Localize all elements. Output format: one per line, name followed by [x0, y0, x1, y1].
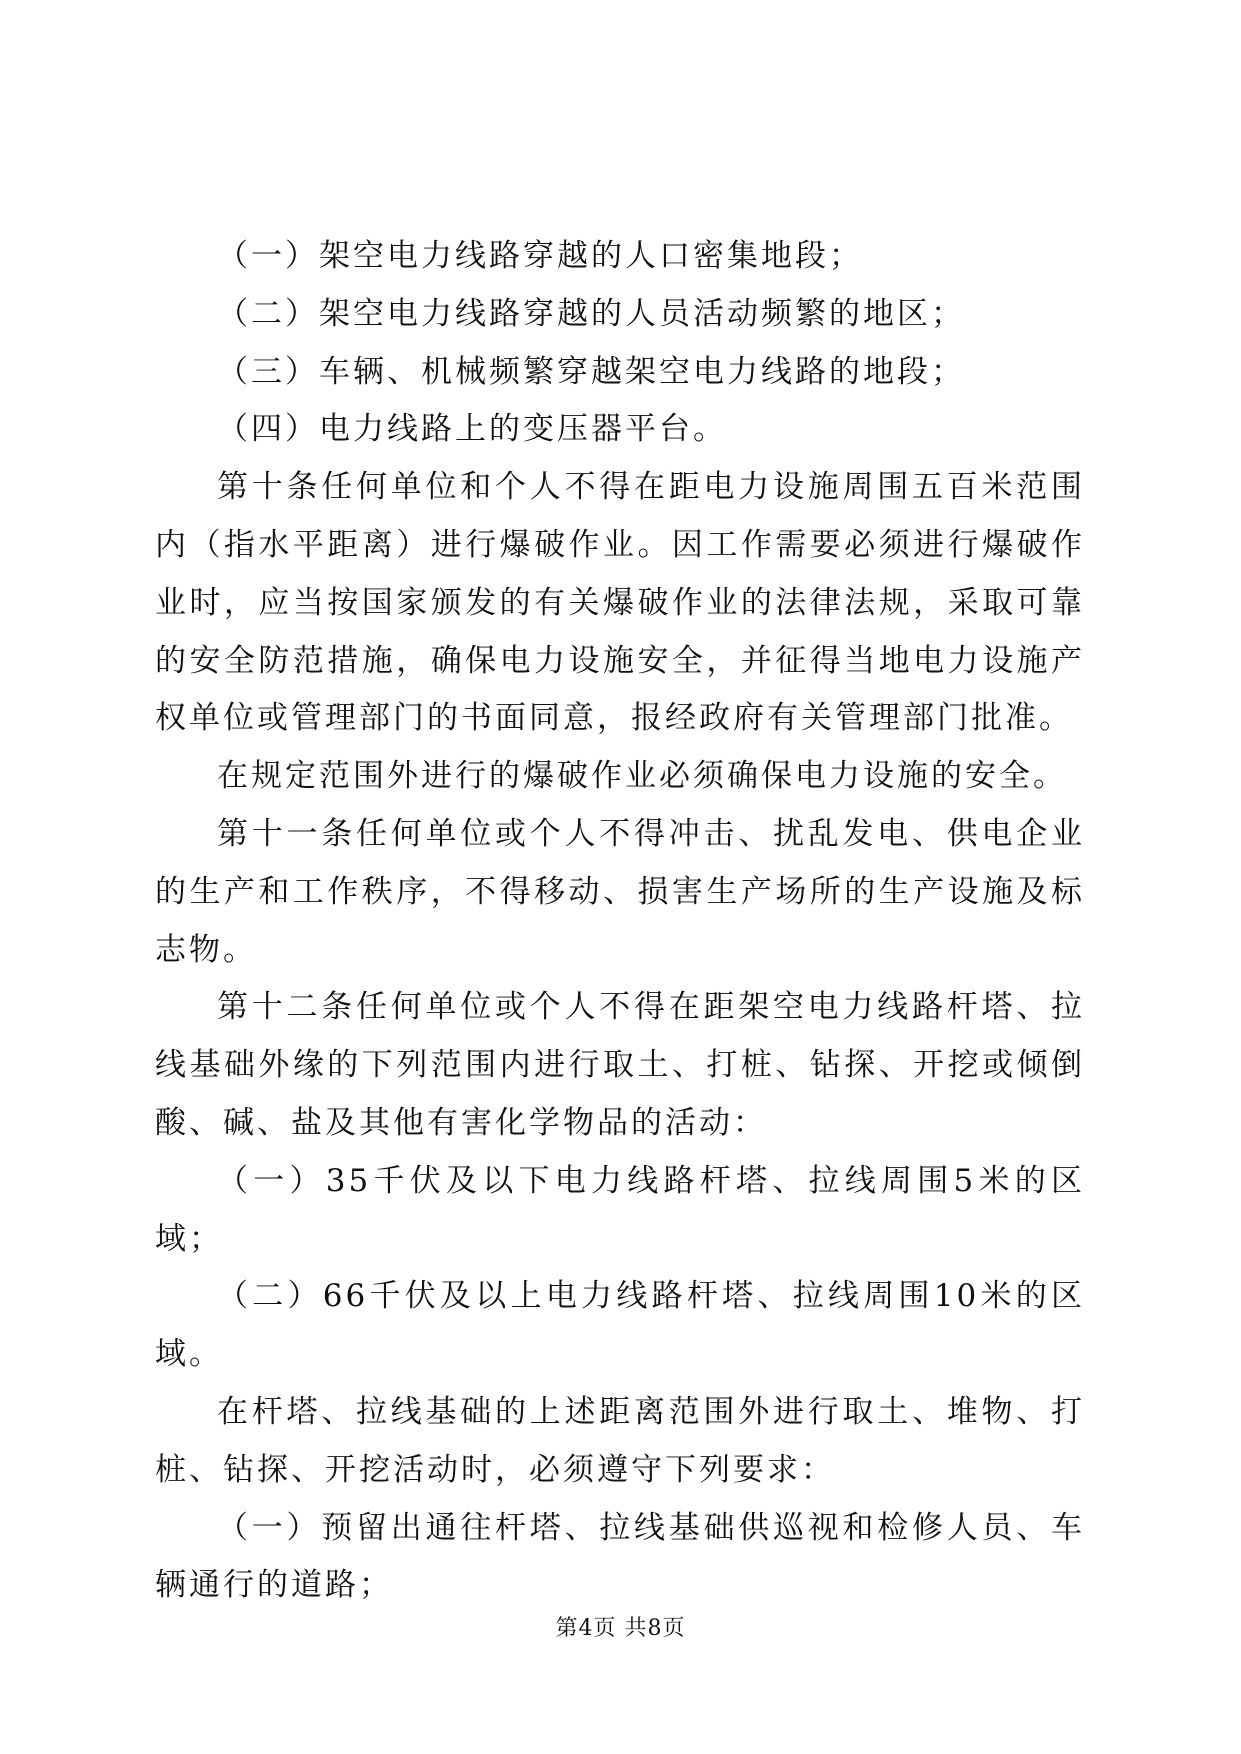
paragraph-article-10: 第十条任何单位和个人不得在距电力设施周围五百米范围内（指水平距离）进行爆破作业。因工作需要必须进行爆破作业时，应当按国家颁发的有关爆破作业的法律法规，采取可靠的安全防范措施，确保电力设施安全，并征得当地电力设施产权单位或管理部门的书面同意，报经政府有关管理部门批准。	[155, 469, 1085, 737]
paragraph-requirements-intro: 在杆塔、拉线基础的上述距离范围外进行取土、堆物、打桩、钻探、开挖活动时，必须遵守下列要求：	[155, 1393, 1085, 1488]
paragraph-article-12: 第十二条任何单位或个人不得在距架空电力线路杆塔、拉线基础外缘的下列范围内进行取土、打桩、钻探、开挖或倾倒酸、碱、盐及其他有害化学物品的活动：	[155, 989, 1085, 1141]
paragraph-article-10-note: 在规定范围外进行的爆破作业必须确保电力设施的安全。	[217, 758, 1067, 795]
paragraph-article-12-item-2: （二）66千伏及以上电力线路杆塔、拉线周围10米的区域。	[155, 1278, 1085, 1373]
document-body	[155, 228, 1085, 1615]
paragraph-article-12-item-1: （一）35千伏及以下电力线路杆塔、拉线周围5米的区域；	[155, 1162, 1085, 1257]
paragraph-requirement-1: （一）预留出通往杆塔、拉线基础供巡视和检修人员、车辆通行的道路；	[155, 1509, 1085, 1604]
paragraph-item-1: （一）架空电力线路穿越的人口密集地段；	[217, 238, 863, 274]
paragraph-item-3: （三）车辆、机械频繁穿越架空电力线路的地段；	[217, 353, 965, 390]
paragraph-item-4: （四）电力线路上的变压器平台。	[217, 411, 727, 448]
paragraph-article-11: 第十一条任何单位或个人不得冲击、扰乱发电、供电企业的生产和工作秩序，不得移动、损害生产场所的生产设施及标志物。	[155, 815, 1085, 968]
page-number-label: 第4页 共8页	[555, 1616, 686, 1641]
page-footer	[0, 1614, 1241, 1644]
paragraph-item-2: （二）架空电力线路穿越的人员活动频繁的地区；	[217, 295, 965, 332]
